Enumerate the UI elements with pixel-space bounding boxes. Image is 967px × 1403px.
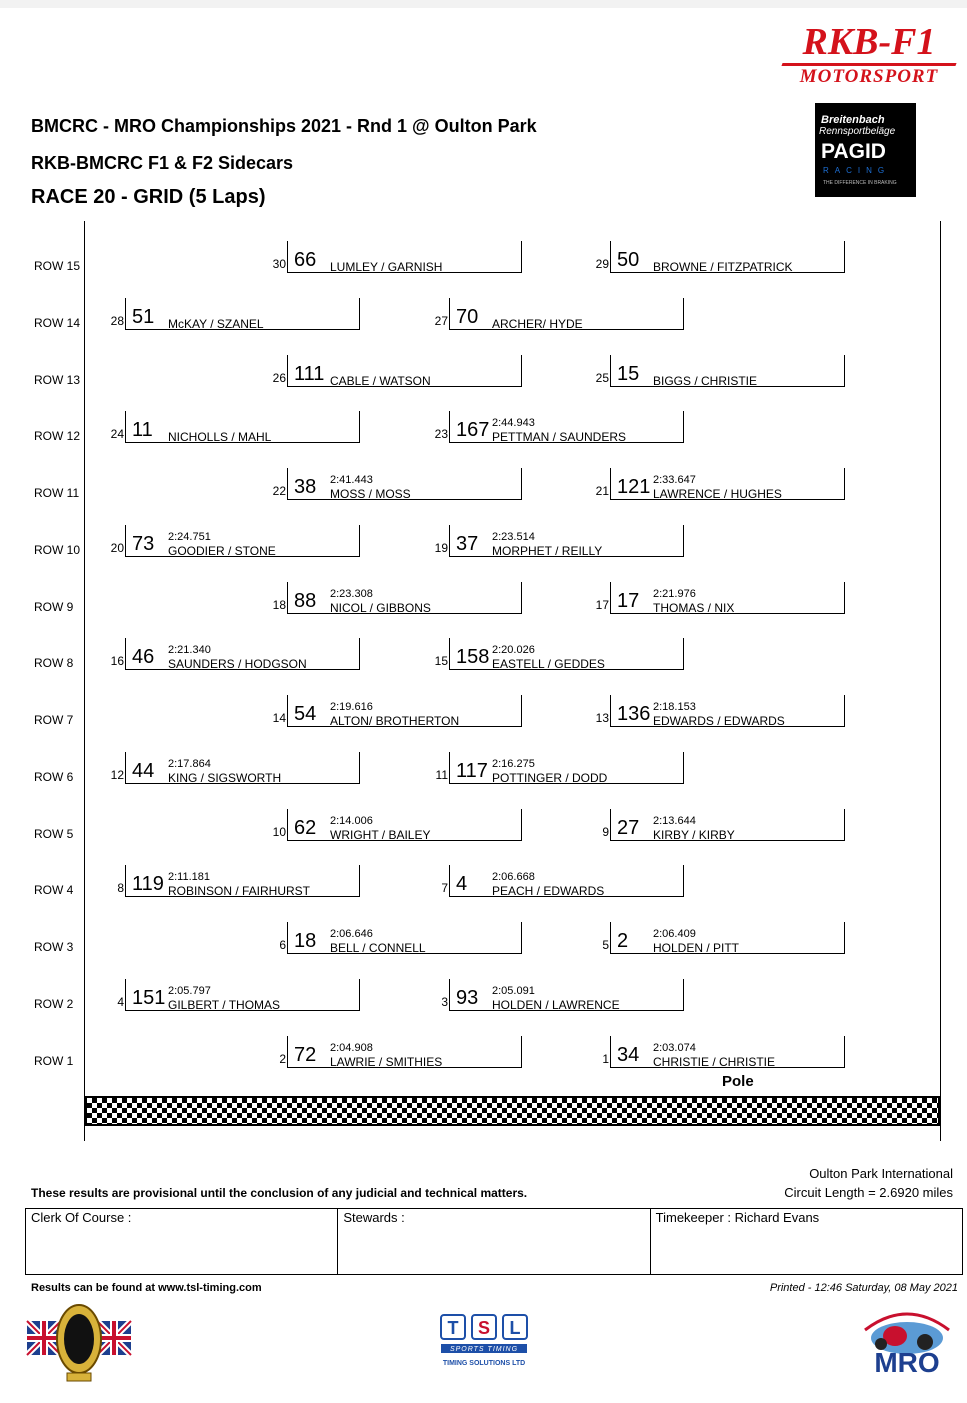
rider-names: NICHOLLS / MAHL	[168, 430, 272, 444]
rider-names: EDWARDS / EDWARDS	[653, 714, 785, 728]
grid-position: 18	[272, 598, 286, 612]
race-number: 167	[456, 419, 490, 441]
grid-position: 12	[110, 768, 124, 782]
grid-row-label: ROW 3	[34, 940, 74, 954]
race-number: 38	[294, 476, 317, 498]
grid-slot	[272, 695, 522, 727]
rkb-logo-subtext: MOTORSPORT	[799, 66, 939, 87]
rider-names: KIRBY / KIRBY	[653, 828, 735, 842]
grid-position: 21	[595, 484, 609, 498]
race-number: 18	[294, 930, 317, 952]
grid-position: 1	[602, 1052, 609, 1066]
grid-position: 13	[595, 711, 609, 725]
grid-slot	[272, 1036, 522, 1068]
grid-position: 17	[595, 598, 609, 612]
grid-position: 27	[434, 314, 448, 328]
grid-slot	[595, 582, 845, 614]
grid-position: 16	[110, 654, 124, 668]
grid-slot	[595, 695, 845, 727]
grid-right-border	[940, 221, 941, 1141]
venue-name: Oulton Park International	[809, 1166, 953, 1181]
grid-slot	[434, 411, 684, 443]
tsl-timing-logo	[438, 1313, 532, 1373]
grid-row-label: ROW 7	[34, 713, 74, 727]
race-number: 37	[456, 533, 479, 555]
grid-position: 25	[595, 371, 609, 385]
rider-names: SAUNDERS / HODGSON	[168, 657, 307, 671]
grid-slot	[595, 468, 845, 500]
grid-slot	[110, 752, 360, 784]
race-number: 136	[617, 703, 651, 725]
grid-row-label: ROW 9	[34, 600, 74, 614]
race-number: 93	[456, 987, 479, 1009]
race-number: 51	[132, 306, 155, 328]
pagid-tagline: THE DIFFERENCE IN BRAKING	[823, 180, 897, 186]
grid-position: 3	[441, 995, 448, 1009]
grid-slot	[272, 582, 522, 614]
qualifying-time: 2:13.644	[653, 815, 696, 827]
grid-position: 7	[441, 881, 448, 895]
race-number: 46	[132, 646, 155, 668]
qualifying-time: 2:17.864	[168, 758, 211, 770]
circuit-length: Circuit Length = 2.6920 miles	[784, 1185, 953, 1200]
qualifying-time: 2:05.091	[492, 985, 535, 997]
svg-text:SPORTS TIMING: SPORTS TIMING	[449, 1346, 519, 1353]
rider-names: LAWRIE / SMITHIES	[330, 1055, 443, 1069]
race-number: 119	[132, 873, 164, 895]
qualifying-time: 2:23.308	[330, 588, 373, 600]
qualifying-time: 2:06.646	[330, 928, 373, 940]
qualifying-time: 2:05.797	[168, 985, 211, 997]
qualifying-time: 2:21.340	[168, 644, 211, 656]
grid-slot	[110, 525, 360, 557]
rkb-logo-bar	[781, 63, 956, 66]
grid-row-label: ROW 6	[34, 770, 74, 784]
race-number: 121	[617, 476, 651, 498]
rider-names: CHRISTIE / CHRISTIE	[653, 1055, 776, 1069]
rider-names: GOODIER / STONE	[168, 544, 276, 558]
race-number: 73	[132, 533, 155, 555]
grid-slot	[434, 525, 684, 557]
race-number: 2	[617, 930, 629, 952]
grid-position: 24	[110, 427, 124, 441]
grid-row-label: ROW 11	[34, 486, 80, 500]
rider-names: PETTMAN / SAUNDERS	[492, 430, 627, 444]
qualifying-time: 2:19.616	[330, 701, 373, 713]
grid-left-border	[84, 221, 85, 1141]
race-number: 54	[294, 703, 317, 725]
rider-names: BELL / CONNELL	[330, 941, 426, 955]
race-number: 27	[617, 817, 640, 839]
grid-row-label: ROW 14	[34, 316, 81, 330]
grid-position: 26	[272, 371, 286, 385]
grid-position: 5	[602, 938, 609, 952]
grid-slot	[595, 355, 845, 387]
rider-names: EASTELL / GEDDES	[492, 657, 605, 671]
printed-timestamp: Printed - 12:46 Saturday, 08 May 2021	[769, 1282, 958, 1294]
svg-text:L: L	[509, 1318, 521, 1338]
grid-position: 15	[434, 654, 448, 668]
svg-text:TIMING SOLUTIONS LTD: TIMING SOLUTIONS LTD	[442, 1360, 526, 1367]
clerk-of-course-cell: Clerk Of Course :	[26, 1209, 338, 1274]
rider-names: ARCHER/ HYDE	[492, 317, 583, 331]
race-title: RACE 20 - GRID (5 Laps)	[31, 186, 266, 208]
svg-text:MRO: MRO	[874, 1347, 940, 1376]
rider-names: BROWNE / FITZPATRICK	[653, 260, 793, 274]
race-number: 11	[132, 419, 153, 441]
rider-names: ALTON/ BROTHERTON	[330, 714, 460, 728]
race-number: 72	[294, 1044, 317, 1066]
pagid-line2: Rennsportbeläge	[819, 126, 896, 137]
provisional-notice: These results are provisional until the conclusion of any judicial and technical matters.	[31, 1186, 528, 1200]
race-number: 151	[132, 987, 166, 1009]
grid-position: 9	[602, 825, 609, 839]
qualifying-time: 2:24.751	[168, 531, 211, 543]
race-number: 44	[132, 760, 155, 782]
pagid-brand: PAGID	[821, 140, 886, 163]
grid-slot	[272, 468, 522, 500]
rider-names: ROBINSON / FAIRHURST	[168, 884, 311, 898]
grid-position: 20	[110, 541, 124, 555]
grid-slot	[434, 298, 684, 330]
grid-slot	[272, 809, 522, 841]
pagid-logo	[815, 103, 916, 197]
qualifying-time: 2:06.409	[653, 928, 696, 940]
grid-slot	[272, 922, 522, 954]
qualifying-time: 2:03.074	[653, 1042, 696, 1054]
grid-row-label: ROW 1	[34, 1054, 74, 1068]
svg-text:T: T	[447, 1318, 459, 1338]
grid-slot	[110, 411, 360, 443]
grid-position: 22	[272, 484, 286, 498]
grid-row-label: ROW 15	[34, 259, 81, 273]
grid-slot	[434, 865, 684, 897]
race-number: 62	[294, 817, 317, 839]
qualifying-time: 2:06.668	[492, 871, 535, 883]
tsl-logo-graphic	[438, 1313, 532, 1373]
grid-slot	[110, 298, 360, 330]
results-link[interactable]: Results can be found at www.tsl-timing.com	[31, 1282, 262, 1294]
grid-position: 11	[435, 768, 448, 782]
timekeeper-cell: Timekeeper : Richard Evans	[655, 1210, 820, 1225]
grid-position: 2	[279, 1052, 286, 1066]
race-number: 117	[456, 760, 488, 782]
grid-position: 10	[272, 825, 286, 839]
rider-names: WRIGHT / BAILEY	[330, 828, 431, 842]
qualifying-time: 2:16.275	[492, 758, 535, 770]
race-number: 70	[456, 306, 479, 328]
rider-names: BIGGS / CHRISTIE	[653, 374, 758, 388]
grid-slot	[434, 979, 684, 1011]
qualifying-time: 2:18.153	[653, 701, 696, 713]
rider-names: PEACH / EDWARDS	[492, 884, 605, 898]
grid-row-label: ROW 4	[34, 883, 74, 897]
rider-names: GILBERT / THOMAS	[168, 998, 281, 1012]
grid-position: 19	[434, 541, 448, 555]
rider-names: MORPHET / REILLY	[492, 544, 603, 558]
grid-row-label: ROW 13	[34, 373, 81, 387]
grid-row-label: ROW 2	[34, 997, 74, 1011]
grid-position: 29	[595, 257, 609, 271]
race-number: 88	[294, 590, 317, 612]
grid-slot	[110, 638, 360, 670]
race-number: 17	[617, 590, 640, 612]
rkb-logo-text: RKB-F1	[802, 21, 936, 63]
stewards-cell: Stewards :	[338, 1209, 650, 1274]
championship-title: BMCRC - MRO Championships 2021 - Rnd 1 @ Oulton Park	[31, 116, 537, 136]
rider-names: LAWRENCE / HUGHES	[653, 487, 782, 501]
qualifying-time: 2:44.943	[492, 417, 535, 429]
race-number: 34	[617, 1044, 640, 1066]
qualifying-time: 2:33.647	[653, 474, 696, 486]
rider-names: HOLDEN / LAWRENCE	[492, 998, 620, 1012]
grid-slot	[595, 809, 845, 841]
grid-slot	[595, 1036, 845, 1068]
qualifying-time: 2:41.443	[330, 474, 373, 486]
signature-table	[25, 1208, 963, 1275]
qualifying-time: 2:23.514	[492, 531, 535, 543]
grid-position: 30	[272, 257, 286, 271]
bmcrc-logo	[25, 1299, 133, 1384]
grid-row-label: ROW 10	[34, 543, 81, 557]
rider-names: THOMAS / NIX	[653, 601, 735, 615]
grid-row-label: ROW 8	[34, 656, 74, 670]
rider-names: McKAY / SZANEL	[168, 317, 264, 331]
checkered-start-line	[85, 1096, 940, 1126]
grid-position: 28	[110, 314, 124, 328]
pagid-racing: RACING	[823, 166, 891, 175]
grid-position: 6	[279, 938, 286, 952]
qualifying-time: 2:11.181	[168, 871, 211, 883]
top-band	[0, 0, 967, 8]
race-number: 66	[294, 249, 317, 271]
race-number: 4	[456, 873, 468, 895]
race-number: 158	[456, 646, 490, 668]
race-number: 50	[617, 249, 640, 271]
rider-names: KING / SIGSWORTH	[168, 771, 282, 785]
mro-logo	[857, 1302, 957, 1376]
rider-names: NICOL / GIBBONS	[330, 601, 431, 615]
grid-slot	[434, 752, 684, 784]
svg-text:S: S	[477, 1318, 491, 1338]
grid-slot	[595, 922, 845, 954]
rider-names: POTTINGER / DODD	[492, 771, 608, 785]
rider-names: MOSS / MOSS	[330, 487, 411, 501]
qualifying-time: 2:14.006	[330, 815, 373, 827]
grid-position: 23	[434, 427, 448, 441]
grid-position: 4	[117, 995, 124, 1009]
grid-row-label: ROW 5	[34, 827, 74, 841]
grid-position: 8	[117, 881, 124, 895]
rider-names: LUMLEY / GARNISH	[330, 260, 443, 274]
qualifying-time: 2:20.026	[492, 644, 535, 656]
grid-position: 14	[272, 711, 286, 725]
race-number: 15	[617, 363, 640, 385]
grid-slot	[272, 241, 522, 273]
grid-slot	[110, 979, 360, 1011]
rider-names: HOLDEN / PITT	[653, 941, 740, 955]
class-title: RKB-BMCRC F1 & F2 Sidecars	[31, 153, 294, 173]
pagid-line1: Breitenbach	[821, 114, 885, 126]
rider-names: CABLE / WATSON	[330, 374, 431, 388]
rkb-f1-logo	[776, 22, 962, 87]
grid-slot	[272, 355, 522, 387]
qualifying-time: 2:21.976	[653, 588, 696, 600]
grid-row-label: ROW 12	[34, 429, 81, 443]
grid-slot	[595, 241, 845, 273]
race-number: 111	[294, 363, 325, 385]
qualifying-time: 2:04.908	[330, 1042, 373, 1054]
pole-label: Pole	[722, 1073, 754, 1090]
grid-slot	[434, 638, 684, 670]
grid-slot	[110, 865, 360, 897]
